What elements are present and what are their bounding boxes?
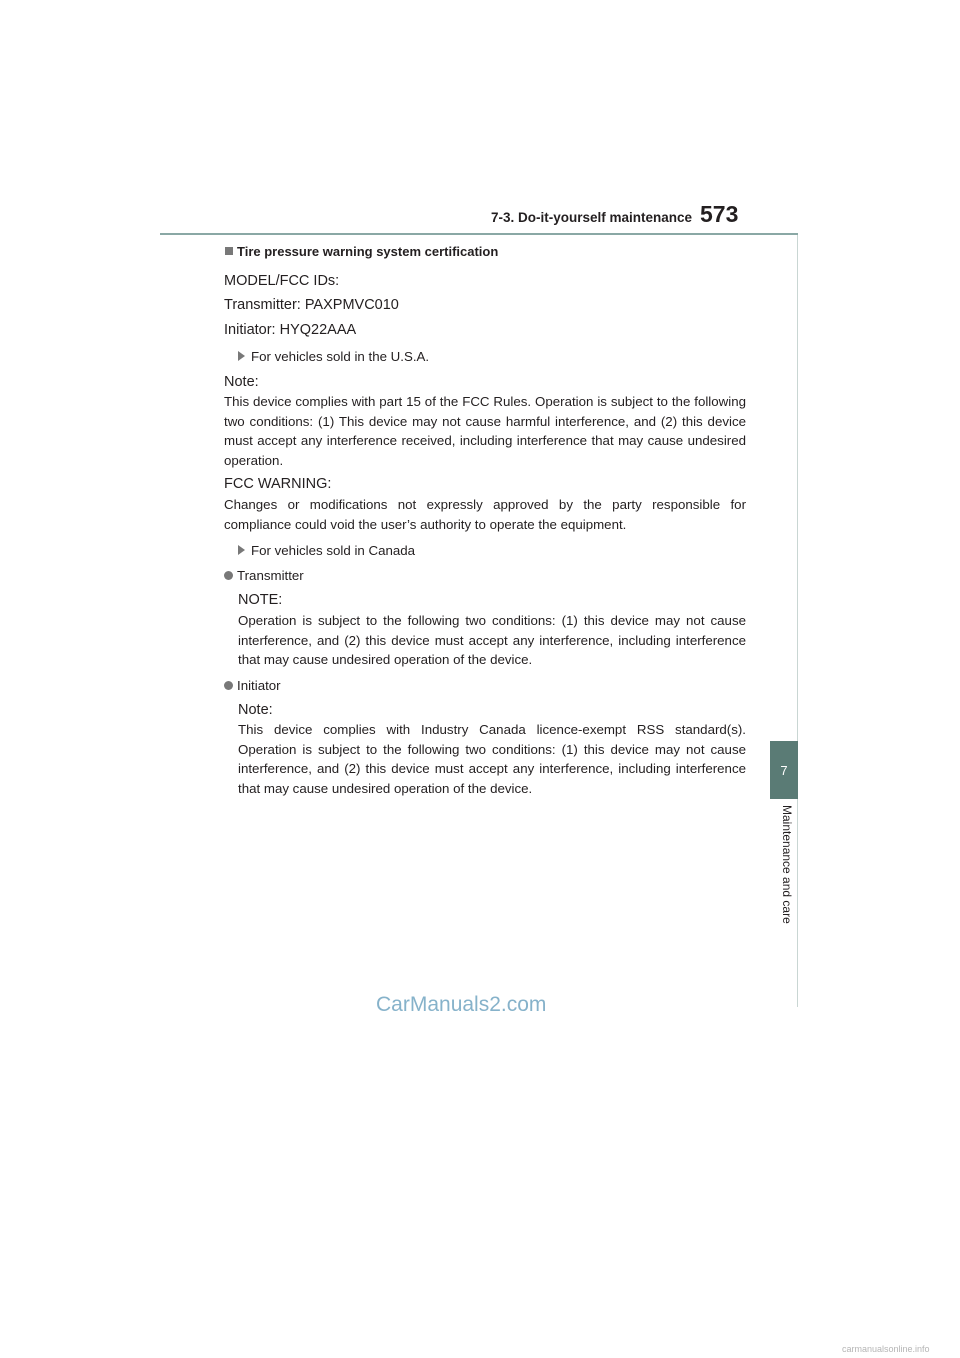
transmitter-id: Transmitter: PAXPMVC010 bbox=[224, 297, 399, 313]
fcc-warning-text: Changes or modifications not expressly approved by the party responsible for compliance could void the user’s authority to operate the equipment. bbox=[224, 497, 746, 532]
initiator-bullet-text: Initiator bbox=[237, 678, 281, 693]
header-divider bbox=[160, 233, 798, 235]
canada-bullet bbox=[238, 541, 746, 561]
transmitter-note-text: Operation is subject to the following two conditions: (1) this device may not cause interference, and (2) this device must accept any interference, including interference that may cause undesired operation of the device. bbox=[238, 613, 746, 668]
circle-bullet-icon bbox=[224, 571, 233, 580]
fcc-warning-title: FCC WARNING: bbox=[224, 476, 332, 492]
transmitter-note-title: NOTE: bbox=[238, 592, 283, 608]
triangle-bullet-icon bbox=[238, 545, 245, 555]
transmitter-bullet-text: Transmitter bbox=[237, 568, 304, 583]
heading-text: Tire pressure warning system certification bbox=[237, 244, 499, 259]
initiator-bullet bbox=[224, 676, 746, 696]
usa-bullet bbox=[238, 347, 746, 367]
canada-bullet-text: For vehicles sold in Canada bbox=[251, 543, 416, 558]
footer-watermark: carmanualsonline.info bbox=[842, 1344, 930, 1354]
page-number: 573 bbox=[700, 201, 739, 227]
section-title: 7-3. Do-it-yourself maintenance bbox=[490, 210, 692, 225]
initiator-note-text: This device complies with Industry Canada licence-exempt RSS standard(s). Operation is subject to the following two conditions: (1) this device may not cause interference, and (2) this device must accept any interference, including interference that may cause undesired operation of the device. bbox=[238, 722, 746, 796]
usa-note-title: Note: bbox=[224, 374, 259, 390]
initiator-note-title: Note: bbox=[238, 702, 273, 718]
chapter-tab: 7 bbox=[770, 741, 798, 799]
initiator-id: Initiator: HYQ22AAA bbox=[224, 322, 357, 338]
circle-bullet-icon bbox=[224, 681, 233, 690]
transmitter-bullet bbox=[224, 566, 746, 586]
usa-note-text: This device complies with part 15 of the FCC Rules. Operation is subject to the following two conditions: (1) This device may not cause harmful interference, and (2) this device must accept any interference received, including interference that may cause undesired operation. bbox=[224, 394, 746, 468]
usa-bullet-text: For vehicles sold in the U.S.A. bbox=[251, 349, 430, 364]
triangle-bullet-icon bbox=[238, 351, 245, 361]
section-heading bbox=[225, 244, 498, 259]
side-divider bbox=[797, 235, 798, 1007]
square-bullet-icon bbox=[225, 247, 233, 255]
site-watermark: CarManuals2.com bbox=[376, 993, 547, 1016]
model-ids-label: MODEL/FCC IDs: bbox=[224, 273, 340, 289]
chapter-label: Maintenance and care bbox=[780, 805, 794, 924]
